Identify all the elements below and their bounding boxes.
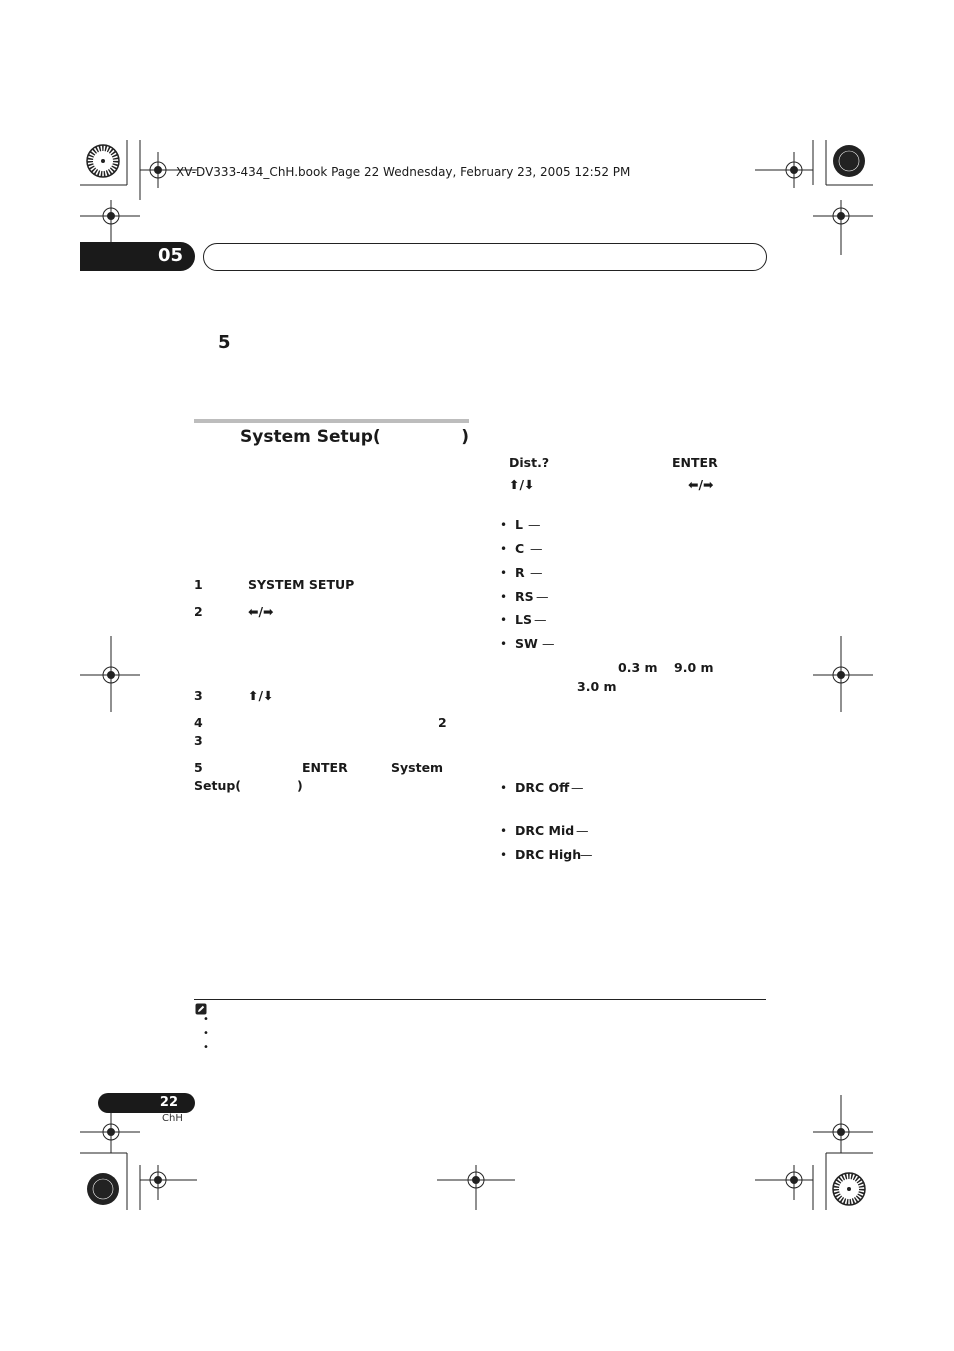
speaker-label: C [515,541,525,556]
em-dash: — [580,847,593,862]
speaker-label: RS [515,589,534,604]
drc-label: DRC High [515,847,582,862]
em-dash: — [534,612,547,627]
step-4-ref-3: 3 [194,733,203,748]
left-right-arrows: ⬅/➡ [248,604,274,619]
em-dash: — [542,636,555,651]
crosshair-mark [140,1165,197,1200]
step-4-ref-2: 2 [438,715,447,730]
step-5-number: 5 [194,760,203,775]
crosshair-mark [813,1095,873,1153]
drc-label: DRC Mid [515,823,575,838]
em-dash: — [536,589,549,604]
note-bullet: • [203,1014,209,1025]
sunburst-mark-top-right [833,145,865,177]
bullet-icon: • [500,637,508,651]
chapter-title-bar [203,243,767,271]
notes-rule [194,999,766,1000]
bullet-icon: • [500,824,508,838]
bullet-icon: • [500,848,508,862]
crosshair-mark [437,1165,515,1210]
crosshair-mark [755,1165,813,1200]
step-3-number: 3 [194,688,203,703]
bullet-icon: • [500,518,508,532]
step-1-number: 1 [194,577,203,592]
language-code: ChH [162,1113,183,1124]
up-down-arrows: ⬆/⬇ [248,688,274,703]
step-2-number: 2 [194,604,203,619]
em-dash: — [528,517,541,532]
crosshair-mark [755,152,813,188]
crosshair-mark [813,200,873,255]
dist-label: Dist.? [509,455,550,470]
em-dash: — [571,780,584,795]
enter-label: ENTER [672,455,718,470]
step-5-system: System [391,760,444,775]
sunburst-mark-bottom-left [87,1173,119,1205]
section-number: 5 [218,332,231,353]
em-dash: — [576,823,589,838]
crosshair-mark [80,636,140,712]
note-bullet: • [203,1042,209,1053]
drc-label: DRC Off [515,780,570,795]
book-info-line: XV-DV333-434_ChH.book Page 22 Wednesday, February 23, 2005 12:52 PM [176,165,631,179]
page-number: 22 [159,1095,178,1110]
speaker-label: R [515,565,525,580]
em-dash: — [530,565,543,580]
note-bullet: • [203,1028,209,1039]
chapter-number: 05 [157,245,183,266]
left-right-arrows: ⬅/➡ [688,477,714,492]
step-5-enter: ENTER [302,760,348,775]
step-4-number: 4 [194,715,203,730]
em-dash: — [530,541,543,556]
up-down-arrows: ⬆/⬇ [509,477,535,492]
section-heading: System Setup( ) [240,427,469,447]
range-max: 9.0 m [674,660,714,675]
step-1-text: SYSTEM SETUP [248,577,355,592]
chapter-badge [80,242,195,271]
page-number-badge [98,1093,195,1113]
bullet-icon: • [500,781,508,795]
crosshair-mark [813,636,873,712]
step-5-setup: Setup( [194,778,242,793]
speaker-label: SW [515,636,538,651]
sunburst-mark-bottom-right [833,1173,865,1205]
step-5-close: ) [297,778,303,793]
section-rule [194,419,469,423]
sunburst-mark-top-left [87,145,119,177]
default-distance: 3.0 m [577,679,617,694]
speaker-label: L [515,517,523,532]
bullet-icon: • [500,566,508,580]
speaker-label: LS [515,612,532,627]
bullet-icon: • [500,590,508,604]
bullet-icon: • [500,542,508,556]
range-min: 0.3 m [618,660,658,675]
bullet-icon: • [500,613,508,627]
